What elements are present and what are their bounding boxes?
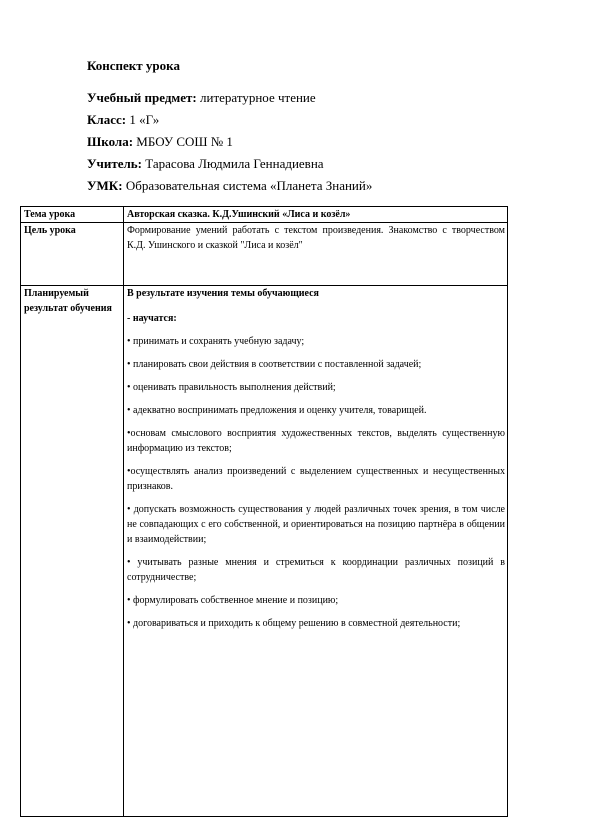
table-row-goal	[21, 223, 508, 286]
document-title: Конспект урока	[87, 58, 180, 73]
table-row-results	[21, 286, 508, 817]
result-item: • формулировать собственное мнение и позицию;	[127, 595, 339, 606]
result-item: • допускать возможность существования у людей различных точек зрения, в том числе не совпадающих с его собственной, и ориентироваться на позицию партнёра в общении и взаимодействии;	[127, 504, 505, 545]
topic-value: Авторская сказка. К.Д.Ушинский «Лиса и козёл»	[124, 207, 508, 223]
results-cell	[124, 286, 508, 817]
meta-subject-value: литературное чтение	[200, 90, 316, 105]
goal-label: Цель урока	[21, 223, 124, 286]
meta-school-label: Школа:	[87, 134, 134, 149]
result-item: • оценивать правильность выполнения действий;	[127, 382, 336, 393]
meta-teacher-value: Тарасова Людмила Геннадиевна	[145, 156, 324, 171]
meta-class-value: 1 «Г»	[129, 112, 160, 127]
meta-subject-label: Учебный предмет:	[87, 90, 197, 105]
table-row-topic	[21, 207, 508, 223]
meta-class-label: Класс:	[87, 112, 127, 127]
meta-school-value: МБОУ СОШ № 1	[136, 134, 233, 149]
results-label: Планируемый результат обучения	[21, 286, 124, 817]
meta-teacher	[87, 156, 324, 172]
result-item: • адекватно воспринимать предложения и оценку учителя, товарищей.	[127, 405, 427, 416]
result-item: • принимать и сохранять учебную задачу;	[127, 336, 305, 347]
meta-school	[87, 134, 233, 150]
meta-subject	[87, 90, 316, 106]
meta-umk-label: УМК:	[87, 178, 123, 193]
meta-umk	[87, 178, 372, 194]
meta-teacher-label: Учитель:	[87, 156, 143, 171]
results-title: В результате изучения темы обучающиеся	[127, 288, 319, 299]
topic-label: Тема урока	[21, 207, 124, 223]
meta-umk-value: Образовательная система «Планета Знаний»	[125, 178, 373, 193]
result-item: • учитывать разные мнения и стремиться к координации различных позиций в сотрудничестве;	[127, 557, 505, 583]
goal-value: Формирование умений работать с текстом произведения. Знакомство с творчеством К.Д. Ушинского и сказкой "Лиса и козёл"	[124, 223, 508, 286]
result-item: • договариваться и приходить к общему решению в совместной деятельности;	[127, 618, 461, 629]
result-item: •основам смыслового восприятия художественных текстов, выделять существенную информацию из текстов;	[127, 428, 505, 454]
result-item: • планировать свои действия в соответствии с поставленной задачей;	[127, 359, 422, 370]
result-item: •осуществлять анализ произведений с выделением существенных и несущественных признаков.	[127, 466, 505, 492]
meta-class	[87, 112, 159, 128]
lesson-table	[20, 206, 508, 817]
results-subtitle: - научатся:	[127, 313, 177, 324]
